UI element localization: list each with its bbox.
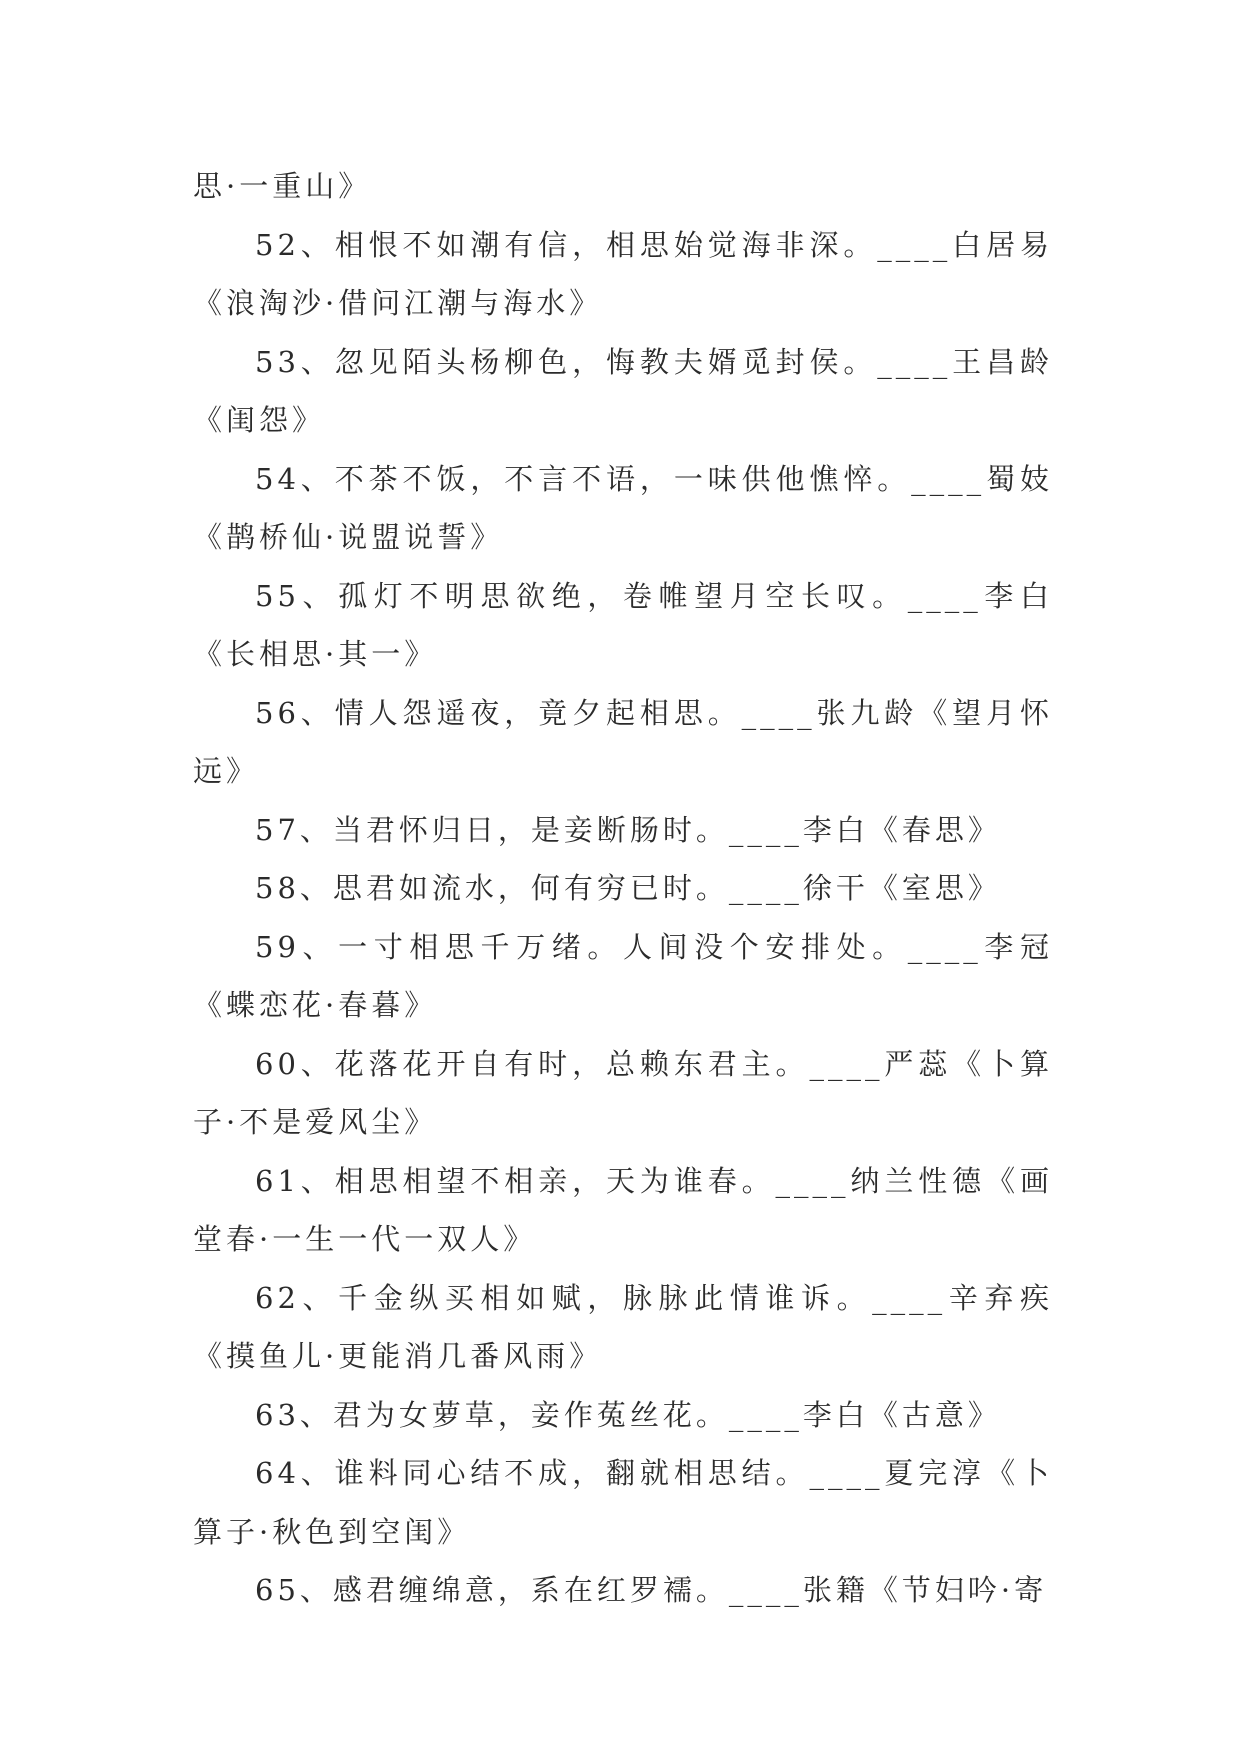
list-item: 53、忽见陌头杨柳色，悔教夫婿觅封侯。____王昌龄《闺怨》 [193, 344, 1053, 437]
list-item: 55、孤灯不明思欲绝，卷帷望月空长叹。____李白《长相思·其一》 [193, 578, 1053, 671]
list-item: 59、一寸相思千万绪。人间没个安排处。____李冠《蝶恋花·春暮》 [193, 929, 1053, 1022]
list-item: 57、当君怀归日，是妾断肠时。____李白《春思》 [255, 812, 1001, 847]
list-item: 52、相恨不如潮有信，相思始觉海非深。____白居易《浪淘沙·借问江潮与海水》 [193, 227, 1053, 320]
list-item: 63、君为女萝草，妾作菟丝花。____李白《古意》 [255, 1397, 1001, 1432]
continuation-line: 思·一重山》 [193, 169, 372, 203]
list-item: 56、情人怨遥夜，竟夕起相思。____张九龄《望月怀远》 [193, 695, 1053, 788]
document-body [193, 157, 1053, 1620]
list-item: 64、谁料同心结不成，翻就相思结。____夏完淳《卜算子·秋色到空闺》 [193, 1456, 1053, 1549]
list-item: 58、思君如流水，何有穷已时。____徐干《室思》 [255, 871, 1001, 905]
list-item: 61、相思相望不相亲，天为谁春。____纳兰性德《画堂春·一生一代一双人》 [193, 1163, 1053, 1256]
list-item: 62、千金纵买相如赋，脉脉此情谁诉。____辛弃疾《摸鱼儿·更能消几番风雨》 [193, 1280, 1053, 1373]
list-item: 60、花落花开自有时，总赖东君主。____严蕊《卜算子·不是爱风尘》 [193, 1046, 1053, 1139]
list-item: 65、感君缠绵意，系在红罗襦。____张籍《节妇吟·寄 [255, 1573, 1048, 1607]
list-item: 54、不茶不饭，不言不语，一味供他憔悴。____蜀妓《鹊桥仙·说盟说誓》 [193, 461, 1053, 554]
